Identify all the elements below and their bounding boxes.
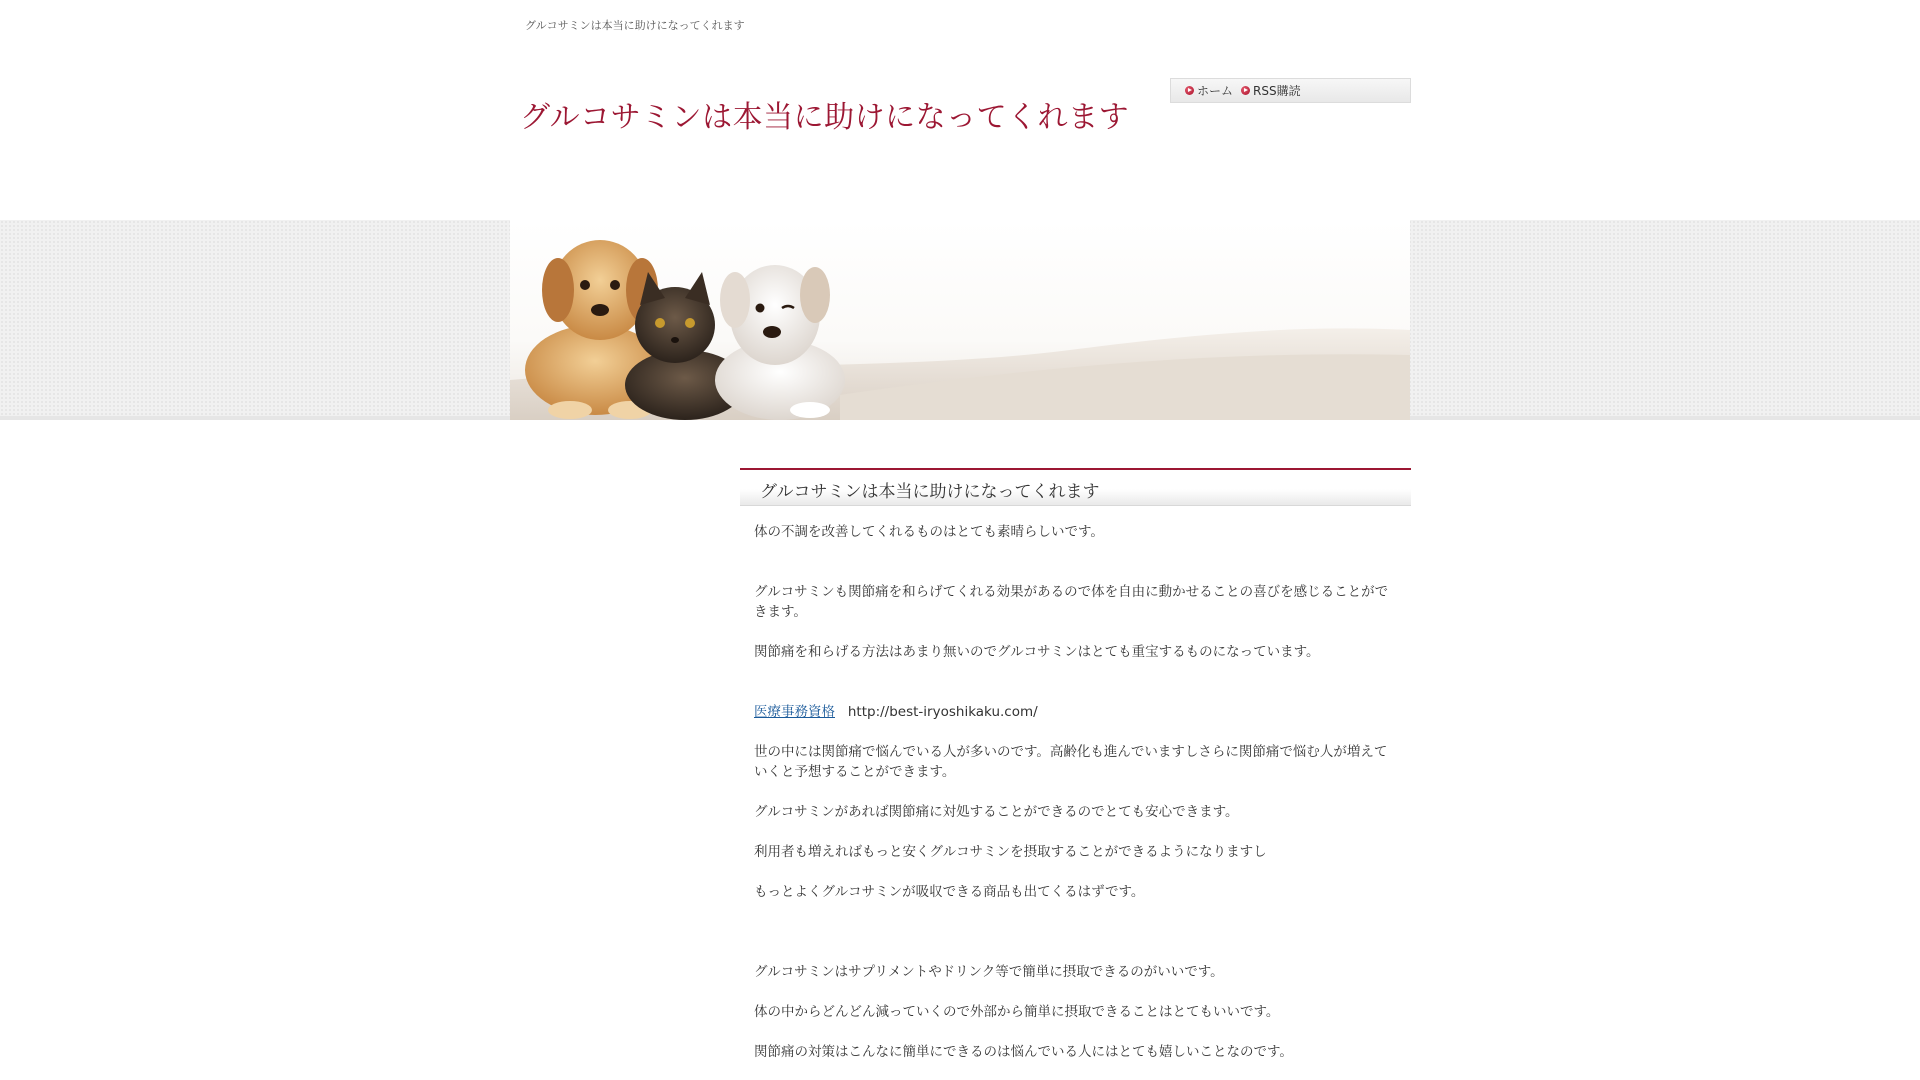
site-tagline: グルコサミンは本当に助けになってくれます (525, 19, 745, 32)
header-image-pets (510, 220, 1410, 420)
article-paragraph: グルコサミンはサプリメントやドリンク等で簡単に摂取できるのがいいです。 (754, 964, 1224, 980)
article-paragraph: 体の中からどんどん減っていくので外部から簡単に摂取できることはとてもいいです。 (754, 1004, 1280, 1020)
article-paragraph: グルコサミンがあれば関節痛に対処することができるのでとても安心できます。 (754, 804, 1239, 820)
nav-item-label: ホーム (1197, 84, 1234, 98)
article-link-line (754, 702, 1394, 722)
article-paragraph: 関節痛を和らげる方法はあまり無いのでグルコサミンはとても重宝するものになっています。 (754, 644, 1320, 660)
article-paragraph: 体の不調を改善してくれるものはとても素晴らしいです。 (754, 524, 1104, 540)
medical-office-link[interactable]: 医療事務資格 (754, 704, 835, 720)
pets-illustration (510, 220, 1410, 420)
article-header (740, 468, 1411, 506)
article-paragraph: 利用者も増えればもっと安くグルコサミンを摂取することができるようになりますし (754, 844, 1267, 860)
bullet-arrow-icon (1185, 86, 1194, 95)
nav-item-home[interactable] (1185, 82, 1233, 99)
article-paragraph: もっとよくグルコサミンが吸収できる商品も出てくるはずです。 (754, 884, 1145, 900)
article-title[interactable]: グルコサミンは本当に助けになってくれます (760, 482, 1100, 502)
bullet-arrow-icon (1241, 86, 1250, 95)
nav-item-rss[interactable] (1241, 82, 1301, 99)
site-title[interactable]: グルコサミンは本当に助けになってくれます (520, 100, 1130, 135)
article-paragraph: 世の中には関節痛で悩んでいる人が多いのです。高齢化も進んでいますしさらに関節痛で悩む人が増えていくと予想することができます。 (754, 744, 1388, 780)
link-url-text: http://best-iryoshikaku.com/ (847, 704, 1038, 720)
article-paragraph: グルコサミンも関節痛を和らげてくれる効果があるので体を自由に動かせることの喜びを感じることができます。 (754, 584, 1389, 620)
nav-item-label: RSS購読 (1253, 84, 1301, 98)
top-navigation (1170, 78, 1411, 103)
article-paragraph: 関節痛の対策はこんなに簡単にできるのは悩んでいる人にはとても嬉しいことなのです。 (754, 1044, 1293, 1060)
